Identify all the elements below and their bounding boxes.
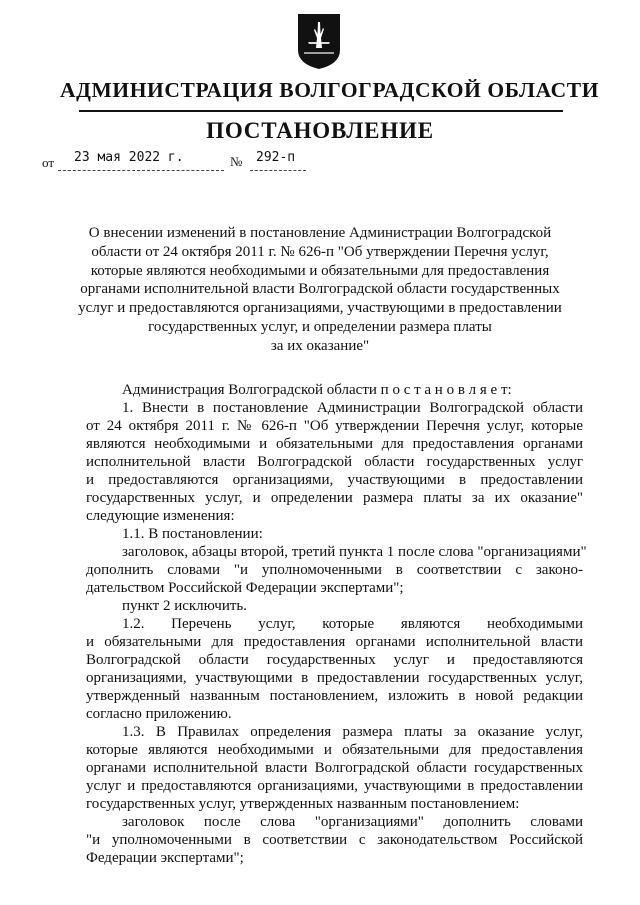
body-line: Федерации экспертами"; bbox=[86, 850, 244, 866]
body-line: следующие изменения: bbox=[86, 508, 235, 524]
body-line: заголовок после слова "организациями" дополнить словами bbox=[122, 814, 583, 830]
body-line: организациями, участвующими в предоставлении государственных услуг, bbox=[86, 670, 583, 686]
body-line: заголовок, абзацы второй, третий пункта 1 после слова "организациями" bbox=[122, 544, 587, 560]
body-line: являются необходимыми и обязательными для предоставления органами bbox=[86, 436, 583, 452]
subject-line: органами исполнительной власти Волгоградской области государственных bbox=[80, 281, 560, 298]
subject-line: за их оказание" bbox=[270, 337, 370, 354]
subject-line: которые являются необходимыми и обязательными для предоставления bbox=[90, 262, 550, 279]
body-line: Администрация Волгоградской области п о с т а н о в л я е т: bbox=[122, 382, 512, 398]
organization-title: АДМИНИСТРАЦИЯ ВОЛГОГРАДСКОЙ ОБЛАСТИ bbox=[60, 78, 600, 102]
subject-line: услуг и предоставляются организациями, участвующими в предоставлении bbox=[78, 300, 562, 317]
body-line: органами исполнительной власти Волгоградской области государственных bbox=[86, 760, 583, 776]
body-line: дательством Российской Федерации экспертами"; bbox=[86, 580, 404, 596]
subject-line: государственных услуг, и определении размера платы bbox=[148, 318, 492, 335]
document-type: ПОСТАНОВЛЕНИЕ bbox=[206, 118, 434, 143]
document-subject bbox=[70, 224, 570, 356]
body-line: исполнительной власти Волгоградской области государственных услуг bbox=[86, 454, 583, 470]
title-underline bbox=[79, 110, 563, 112]
body-line: утвержденный названным постановлением, изложить в новой редакции bbox=[86, 688, 583, 704]
body-line: 1. Внести в постановление Администрации Волгоградской области bbox=[122, 400, 583, 416]
date-field: 23 мая 2022 г. bbox=[58, 146, 224, 171]
body-line: услуг и предоставляются организациями, участвующими в предоставлении bbox=[86, 778, 583, 794]
body-line: пункт 2 исключить. bbox=[122, 598, 248, 614]
body-line: от 24 октября 2011 г. № 626-п "Об утверждении Перечня услуг, которые bbox=[86, 418, 583, 434]
body-line: и предоставляются организациями, участвующими в предоставлении bbox=[86, 472, 583, 488]
subject-line: области от 24 октября 2011 г. № 626-п "Об утверждении Перечня услуг, bbox=[91, 243, 549, 260]
subject-line: О внесении изменений в постановление Администрации Волгоградской bbox=[88, 225, 552, 241]
number-field: 292-п bbox=[250, 146, 306, 171]
body-line: государственных услуг, утвержденных названным постановлением: bbox=[86, 796, 520, 812]
body-line: 1.3. В Правилах определения размера платы за оказание услуг, bbox=[122, 724, 583, 740]
date-label: от bbox=[42, 155, 55, 170]
body-line: государственных услуг, и определении размера платы за их оказание" bbox=[86, 490, 583, 506]
body-line: 1.2. Перечень услуг, которые являются необходимыми bbox=[122, 616, 583, 632]
body-line: дополнить словами "и уполномоченными в соответствии с законо- bbox=[86, 562, 583, 578]
document-body bbox=[86, 381, 587, 867]
body-line: согласно приложению. bbox=[86, 706, 232, 722]
body-line: "и уполномоченными в соответствии с законодательством Российской bbox=[86, 832, 583, 848]
body-line: 1.1. В постановлении: bbox=[122, 526, 263, 542]
coat-of-arms-icon bbox=[296, 12, 342, 70]
body-line: Волгоградской области государственных услуг и предоставляются bbox=[86, 652, 583, 668]
body-line: и обязательными для предоставления органами исполнительной власти bbox=[86, 634, 583, 650]
number-label: № bbox=[230, 154, 243, 169]
body-line: которые являются необходимыми и обязательными для предоставления bbox=[86, 742, 583, 758]
